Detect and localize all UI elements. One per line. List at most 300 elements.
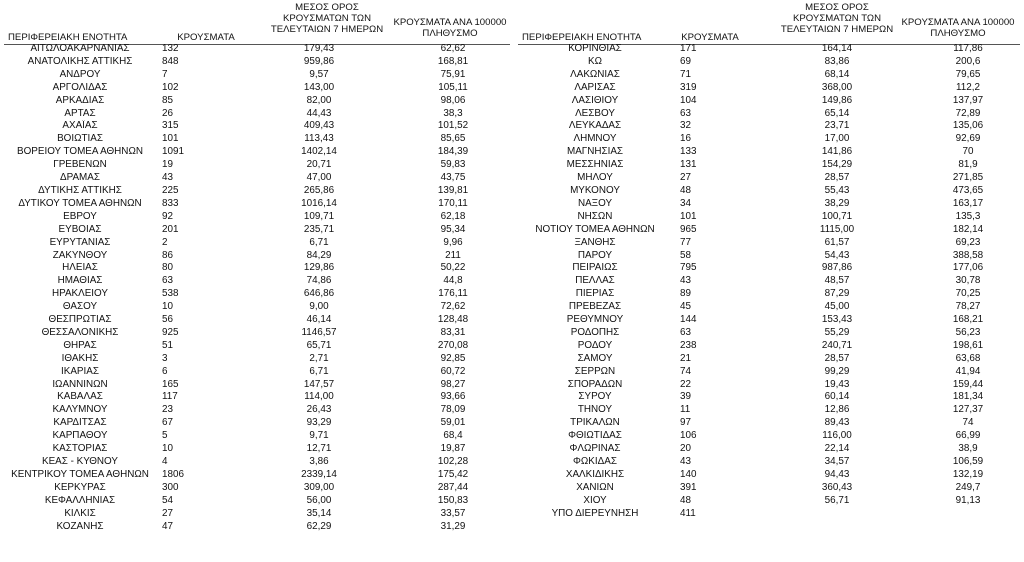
rate-per-100k-cell: 211 [445,249,461,261]
table-row [512,456,1024,469]
avg-7day-cell: 129,86 [303,262,335,274]
header-avg-right-line3: ΤΕΛΕΥΤΑΙΩΝ 7 ΗΜΕΡΩΝ [780,24,894,35]
table-row [0,404,512,417]
region-name-cell: ΗΡΑΚΛΕΙΟΥ [51,288,109,300]
cases-cell: 225 [162,184,179,196]
table-row [512,43,1024,56]
rate-per-100k-cell: 177,06 [952,262,984,274]
avg-7day-cell: 68,14 [824,68,850,80]
rate-per-100k-cell: 102,28 [437,456,469,467]
cases-cell: 300 [162,481,179,493]
rate-per-100k-cell: 43,75 [440,172,466,184]
avg-7day-cell: 47,00 [306,172,332,184]
cases-cell: 27 [680,172,691,184]
avg-7day-cell: 46,14 [306,314,332,326]
region-name-cell: ΠΕΛΛΑΣ [575,275,615,287]
region-name-cell: ΘΑΣΟΥ [62,301,98,313]
table-row [0,379,512,392]
cases-cell: 48 [680,494,691,506]
avg-7day-cell: 164,14 [821,43,853,54]
cases-cell: 19 [162,159,173,171]
table-row [512,314,1024,327]
rate-per-100k-cell: 388,58 [952,249,984,261]
table-row [0,391,512,404]
rate-per-100k-cell: 137,97 [952,94,984,106]
rate-per-100k-cell: 150,83 [437,494,469,506]
avg-7day-cell: 309,00 [303,481,335,493]
cases-cell: 86 [162,249,173,261]
cases-cell: 54 [162,494,173,506]
rate-per-100k-cell: 98,27 [440,378,466,390]
region-name-cell: ΚΕΡΚΥΡΑΣ [54,481,106,493]
table-row [0,353,512,366]
avg-7day-cell: 35,14 [306,507,332,519]
rate-per-100k-cell: 79,65 [955,68,981,80]
header-avg-left [262,2,392,35]
rate-per-100k-cell: 62,62 [440,43,466,54]
cases-cell: 58 [680,249,691,261]
rate-per-100k-cell: 135,06 [952,120,984,132]
avg-7day-cell: 23,71 [824,120,850,132]
table-row [512,198,1024,211]
avg-7day-cell: 38,29 [824,197,850,209]
rate-per-100k-cell: 184,39 [437,146,469,158]
region-name-cell: ΝΟΤΙΟΥ ΤΟΜΕΑ ΑΘΗΝΩΝ [535,223,655,235]
table-row [512,82,1024,95]
region-name-cell: ΙΚΑΡΙΑΣ [61,365,99,377]
rate-per-100k-cell: 139,81 [437,184,469,196]
cases-cell: 43 [680,456,691,467]
header-avg-right-line1: ΜΕΣΟΣ ΟΡΟΣ [805,2,869,13]
region-name-cell: ΤΡΙΚΑΛΩΝ [570,417,620,429]
table-row [0,172,512,185]
cases-cell: 74 [680,365,691,377]
table-row [0,95,512,108]
rate-per-100k-cell: 287,44 [437,481,469,493]
cases-cell: 11 [680,404,691,416]
table-row [512,417,1024,430]
region-name-cell: ΛΕΣΒΟΥ [575,107,615,119]
rate-per-100k-cell: 92,69 [955,133,981,145]
table-row [512,327,1024,340]
region-name-cell: ΧΑΝΙΩΝ [576,481,614,493]
table-row [512,120,1024,133]
region-name-cell: ΦΘΙΩΤΙΔΑΣ [568,430,622,442]
table-row [512,211,1024,224]
avg-7day-cell: 9,71 [309,430,329,442]
avg-7day-cell: 74,86 [306,275,332,287]
region-name-cell: ΤΗΝΟΥ [577,404,613,416]
avg-7day-cell: 65,71 [306,339,332,351]
avg-7day-cell: 2,71 [309,352,329,364]
avg-7day-cell: 149,86 [821,94,853,106]
rate-per-100k-cell: 168,21 [952,314,984,326]
region-name-cell: ΑΙΤΩΛΟΑΚΑΡΝΑΝΙΑΣ [30,43,130,54]
region-name-cell: ΚΕΑΣ - ΚΥΘΝΟΥ [41,456,119,467]
rate-per-100k-cell: 70 [962,146,974,158]
rate-per-100k-cell [912,508,1024,521]
table-row [512,159,1024,172]
avg-7day-cell: 12,86 [824,404,850,416]
table-row [0,262,512,275]
rate-per-100k-cell: 101,52 [437,120,469,132]
region-name-cell: ΣΥΡΟΥ [578,391,612,403]
cases-cell: 133 [680,146,697,158]
header-region-left: ΠΕΡΙΦΕΡΕΙΑΚΗ ΕΝΟΤΗΤΑ [8,32,128,43]
region-name-cell: ΑΡΚΑΔΙΑΣ [55,94,105,106]
table-row [512,301,1024,314]
region-name-cell: ΣΕΡΡΩΝ [574,365,616,377]
rate-per-100k-cell: 59,83 [440,159,466,171]
table-row [0,443,512,456]
region-name-cell: ΚΑΡΠΑΘΟΥ [52,430,108,442]
table-row [512,353,1024,366]
region-name-cell: ΣΠΟΡΑΔΩΝ [567,378,623,390]
avg-7day-cell: 62,29 [306,520,332,532]
region-name-cell: ΙΘΑΚΗΣ [61,352,99,364]
rate-per-100k-cell: 85,65 [440,133,466,145]
region-name-cell: ΜΕΣΣΗΝΙΑΣ [566,159,624,171]
avg-7day-cell [762,508,912,521]
cases-cell: 117 [162,391,178,403]
region-name-cell: ΖΑΚΥΝΘΟΥ [52,249,108,261]
table-row [512,340,1024,353]
avg-7day-cell: 141,86 [821,146,853,158]
rate-per-100k-cell: 41,94 [955,365,981,377]
header-rate-right [892,17,1024,39]
region-name-cell: ΚΙΛΚΙΣ [64,507,96,519]
region-name-cell: ΥΠΟ ΔΙΕΡΕΥΝΗΣΗ [551,507,639,519]
table-row [512,469,1024,482]
avg-7day-cell: 44,43 [306,107,332,119]
table-row [0,69,512,82]
cases-cell: 23 [162,404,173,416]
region-name-cell: ΑΡΤΑΣ [64,107,96,119]
table-row [0,185,512,198]
avg-7day-cell: 48,57 [824,275,850,287]
table-row [512,379,1024,392]
regions-table-left-body [0,43,512,533]
table-row [0,340,512,353]
region-name-cell: ΔΡΑΜΑΣ [60,172,100,184]
avg-7day-cell: 34,57 [824,456,850,467]
avg-7day-cell: 154,29 [821,159,853,171]
table-row [0,198,512,211]
table-row [0,430,512,443]
avg-7day-cell: 2339,14 [301,468,337,480]
rate-per-100k-cell: 117,86 [953,43,983,54]
region-name-cell: ΘΕΣΣΑΛΟΝΙΚΗΣ [41,326,119,338]
rate-per-100k-cell: 78,09 [440,404,466,416]
avg-7day-cell: 143,00 [303,81,335,93]
table-row [0,146,512,159]
rate-per-100k-cell: 181,34 [952,391,984,403]
table-row [0,456,512,469]
region-name-cell: ΛΗΜΝΟΥ [573,133,617,145]
table-row [0,288,512,301]
region-name-cell: ΛΑΡΙΣΑΣ [574,81,616,93]
rate-per-100k-cell: 31,29 [440,520,466,532]
cases-cell: 965 [680,223,697,235]
avg-7day-cell: 93,29 [306,417,332,429]
region-name-cell: ΘΕΣΠΡΩΤΙΑΣ [48,314,112,326]
region-name-cell: ΠΙΕΡΙΑΣ [575,288,615,300]
cases-cell: 89 [680,288,691,300]
rate-per-100k-cell: 176,11 [438,288,468,300]
cases-cell: 538 [162,288,179,300]
table-row [512,133,1024,146]
rate-per-100k-cell: 168,81 [437,55,469,67]
rate-per-100k-cell: 83,31 [440,326,466,338]
avg-7day-cell: 100,71 [821,210,853,222]
cases-cell: 34 [680,197,691,209]
table-row [512,495,1024,508]
cases-cell: 63 [680,107,691,119]
avg-7day-cell: 55,29 [824,326,850,338]
rate-per-100k-cell: 75,91 [440,68,466,80]
avg-7day-cell: 646,86 [303,288,335,300]
rate-per-100k-cell: 68,4 [443,430,463,442]
regions-table-right [512,43,1024,521]
region-name-cell: ΠΑΡΟΥ [577,249,613,261]
table-row [512,224,1024,237]
avg-7day-cell: 3,86 [309,456,329,467]
region-name-cell: ΛΑΚΩΝΙΑΣ [570,68,620,80]
avg-7day-cell: 22,14 [824,443,850,455]
cases-cell: 104 [680,94,697,106]
region-name-cell: ΕΒΡΟΥ [63,210,97,222]
cases-cell: 45 [680,301,691,313]
header-avg-right [772,2,902,35]
cases-cell: 92 [162,210,173,222]
rate-per-100k-cell: 38,3 [443,107,463,119]
header-avg-left-line1: ΜΕΣΟΣ ΟΡΟΣ [295,2,359,13]
rate-per-100k-cell: 249,7 [955,481,981,493]
header-cases-right: ΚΡΟΥΣΜΑΤΑ [681,32,739,43]
rate-per-100k-cell: 132,19 [952,468,984,480]
table-row [0,133,512,146]
table-row [0,108,512,121]
rate-per-100k-cell: 59,01 [440,417,466,429]
table-row [0,469,512,482]
cases-cell: 201 [162,223,179,235]
rate-per-100k-cell: 128,48 [437,314,469,326]
rate-per-100k-cell: 30,78 [955,275,981,287]
region-name-cell: ΚΟΡΙΝΘΙΑΣ [568,43,622,54]
rate-per-100k-cell: 72,62 [440,301,466,313]
table-row [0,159,512,172]
region-name-cell: ΚΕΦΑΛΛΗΝΙΑΣ [44,494,116,506]
table-row [512,237,1024,250]
table-row [512,262,1024,275]
avg-7day-cell: 368,00 [821,81,853,93]
region-name-cell: ΛΑΣΙΘΙΟΥ [571,94,619,106]
cases-cell: 319 [680,81,697,93]
avg-7day-cell: 113,43 [304,133,334,145]
header-region-right: ΠΕΡΙΦΕΡΕΙΑΚΗ ΕΝΟΤΗΤΑ [522,32,642,43]
rate-per-100k-cell: 200,6 [955,55,981,67]
rate-per-100k-cell: 182,14 [952,223,984,235]
region-name-cell: ΦΩΚΙΔΑΣ [573,456,617,467]
region-name-cell: ΜΗΛΟΥ [577,172,613,184]
cases-cell: 7 [162,68,168,80]
header-avg-right-line2: ΚΡΟΥΣΜΑΤΩΝ ΤΩΝ [792,13,882,24]
cases-cell: 848 [162,55,179,67]
rate-per-100k-cell: 163,17 [952,197,984,209]
cases-cell: 795 [680,262,697,274]
rate-per-100k-cell: 175,42 [437,468,469,480]
region-name-cell: ΦΛΩΡΙΝΑΣ [569,443,621,455]
rate-per-100k-cell: 271,85 [952,172,984,184]
avg-7day-cell: 147,57 [303,378,335,390]
header-rate-right-line2: ΠΛΗΘΥΣΜΟ [930,28,986,39]
region-name-cell: ΙΩΑΝΝΙΝΩΝ [52,378,108,390]
region-name-cell: ΚΩ [588,55,602,67]
avg-7day-cell: 55,43 [824,184,850,196]
cases-cell: 5 [162,430,168,442]
avg-7day-cell: 65,14 [824,107,850,119]
table-row [0,314,512,327]
cases-cell: 1091 [162,146,184,158]
region-name-cell: ΒΟΙΩΤΙΑΣ [57,133,103,145]
avg-7day-cell: 56,71 [824,494,850,506]
cases-cell: 43 [680,275,691,287]
cases-cell: 140 [680,468,697,480]
cases-cell: 171 [680,43,697,54]
region-name-cell: ΡΟΔΟΠΗΣ [570,326,620,338]
rate-per-100k-cell: 91,13 [955,494,981,506]
header-avg-left-line2: ΚΡΟΥΣΜΑΤΩΝ ΤΩΝ [282,13,372,24]
cases-cell: 77 [680,236,691,248]
header-rate-left-line1: ΚΡΟΥΣΜΑΤΑ ΑΝΑ 100000 [393,17,507,28]
avg-7day-cell: 94,43 [824,468,850,480]
region-name-cell: ΑΝΔΡΟΥ [59,68,101,80]
avg-7day-cell: 1016,14 [301,197,337,209]
table-row [512,482,1024,495]
avg-7day-cell: 265,86 [303,184,335,196]
avg-7day-cell: 99,29 [824,365,850,377]
rate-per-100k-cell: 98,06 [440,94,466,106]
cases-cell: 69 [680,55,691,67]
table-row [512,108,1024,121]
rate-per-100k-cell: 60,72 [440,365,466,377]
table-row [512,430,1024,443]
table-row [512,391,1024,404]
region-name-cell: ΚΑΛΥΜΝΟΥ [52,404,108,416]
rate-per-100k-cell: 33,57 [440,507,466,519]
cases-cell: 2 [162,236,168,248]
cases-cell: 48 [680,184,691,196]
cases-cell: 32 [680,120,691,132]
avg-7day-cell: 28,57 [824,172,850,184]
table-row [0,301,512,314]
cases-cell: 63 [680,326,691,338]
avg-7day-cell: 6,71 [309,236,329,248]
avg-7day-cell: 84,29 [306,249,332,261]
rate-per-100k-cell: 62,18 [440,210,466,222]
cases-cell: 101 [162,133,179,145]
avg-7day-cell: 26,43 [306,404,332,416]
avg-7day-cell: 89,43 [824,417,850,429]
table-row [512,146,1024,159]
cases-cell: 26 [162,107,173,119]
rate-per-100k-cell: 105,11 [438,81,468,93]
rate-per-100k-cell: 78,27 [955,301,981,313]
avg-7day-cell: 6,71 [309,365,329,377]
table-row [512,288,1024,301]
rate-per-100k-cell: 56,23 [955,326,981,338]
avg-7day-cell: 360,43 [821,481,853,493]
avg-7day-cell: 959,86 [303,55,335,67]
cases-cell: 51 [162,339,173,351]
rate-per-100k-cell: 93,66 [440,391,466,403]
avg-7day-cell: 179,43 [303,43,335,54]
region-name-cell: ΘΗΡΑΣ [63,339,97,351]
cases-cell: 925 [162,326,179,338]
table-row [0,521,512,534]
table-row [0,275,512,288]
rate-per-100k-cell: 170,11 [438,197,468,209]
rate-per-100k-cell: 92,85 [440,352,466,364]
cases-cell: 27 [162,507,173,519]
cases-cell: 71 [680,68,691,80]
table-row [512,275,1024,288]
cases-cell: 39 [680,391,691,403]
avg-7day-cell: 83,86 [824,55,850,67]
table-row [512,443,1024,456]
region-name-cell: ΕΥΡΥΤΑΝΙΑΣ [49,236,111,248]
region-name-cell: ΜΑΓΝΗΣΙΑΣ [566,146,624,158]
cases-cell: 131 [680,159,697,171]
region-name-cell: ΔΥΤΙΚΗΣ ΑΤΤΙΚΗΣ [38,184,122,196]
region-name-cell: ΝΑΞΟΥ [577,197,613,209]
cases-cell: 411 [680,507,696,519]
cases-cell: 63 [162,275,173,287]
avg-7day-cell: 240,71 [821,339,853,351]
avg-7day-cell: 20,71 [306,159,332,171]
rate-per-100k-cell: 270,08 [437,339,469,351]
avg-7day-cell: 87,29 [824,288,850,300]
region-name-cell: ΑΧΑΪΑΣ [62,120,98,132]
header-avg-left-line3: ΤΕΛΕΥΤΑΙΩΝ 7 ΗΜΕΡΩΝ [270,24,384,35]
cases-cell: 47 [162,520,173,532]
region-name-cell: ΔΥΤΙΚΟΥ ΤΟΜΕΑ ΑΘΗΝΩΝ [18,197,142,209]
cases-cell: 16 [680,133,691,145]
region-name-cell: ΧΑΛΚΙΔΙΚΗΣ [565,468,625,480]
avg-7day-cell: 56,00 [306,494,332,506]
region-name-cell: ΠΡΕΒΕΖΑΣ [568,301,622,313]
regions-table-left [0,43,512,533]
cases-cell: 22 [680,378,691,390]
rate-per-100k-cell: 112,2 [956,81,980,93]
cases-cell: 6 [162,365,168,377]
region-name-cell: ΚΑΒΑΛΑΣ [57,391,103,403]
table-row [0,250,512,263]
region-name-cell: ΕΥΒΟΙΑΣ [58,223,102,235]
region-name-cell: ΡΕΘΥΜΝΟΥ [566,314,624,326]
cases-cell: 43 [162,172,173,184]
avg-7day-cell: 1146,57 [301,326,337,338]
cases-cell: 102 [162,81,179,93]
rate-per-100k-cell: 473,65 [952,184,984,196]
table-row [512,172,1024,185]
table-row [0,237,512,250]
table-row [0,56,512,69]
avg-7day-cell: 114,00 [304,391,334,403]
region-name-cell: ΧΙΟΥ [583,494,607,506]
avg-7day-cell: 12,71 [306,443,332,455]
cases-cell: 85 [162,94,173,106]
